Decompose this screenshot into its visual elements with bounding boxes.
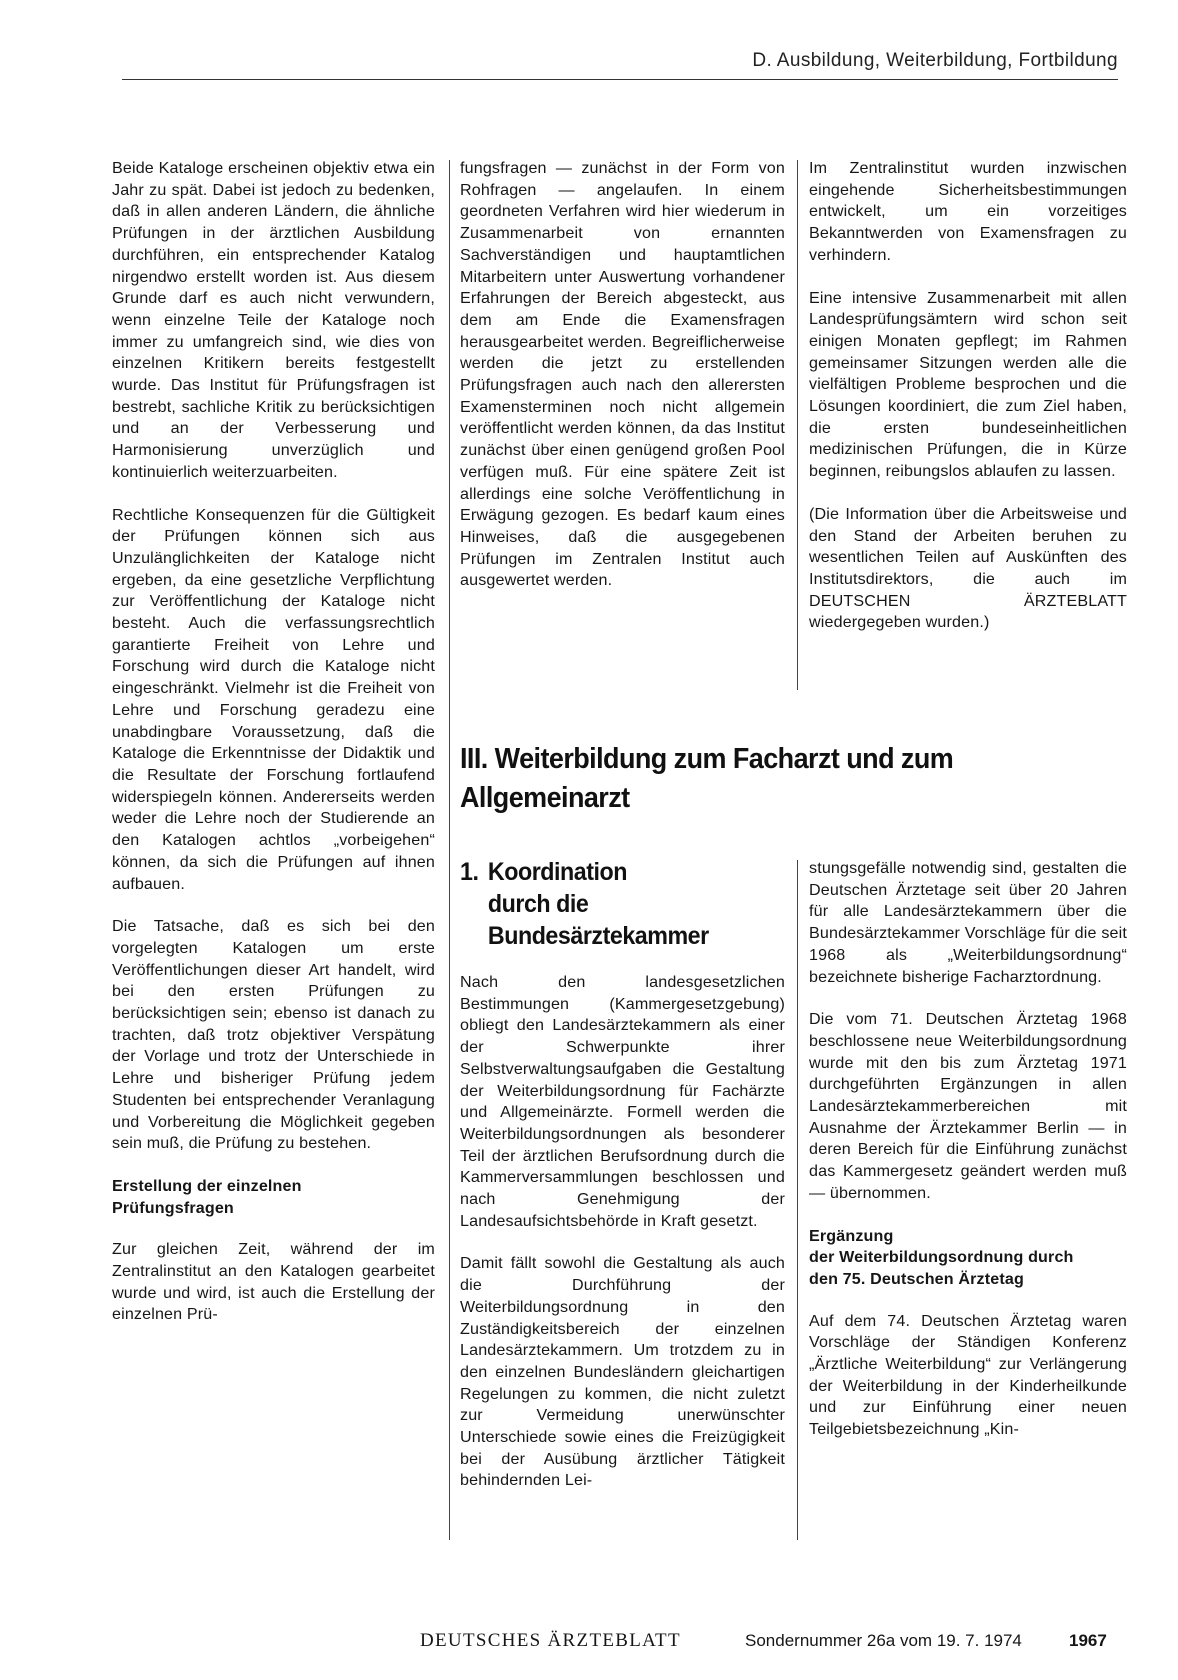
- column-4: [460, 972, 785, 1492]
- section-heading: III. Weiterbildung zum Facharzt und zum Allgemeinarzt: [460, 743, 954, 814]
- paragraph: Nach den landesgesetzlichen Bestimmungen (Kammergesetzgebung) obliegt den Landesärztekammern als einer der Schwerpunkte ihrer Selbstverwaltungsaufgaben die Gestaltung der Weiterbildungsordnung für Fachärzte und Allgemeinärzte. Formell werden die Weiterbildungsordnungen als besonderer Teil der ärztlichen Berufsordnung durch die Kammerversammlungen beschlossen und nach Genehmigung der Landesaufsichtsbehörde in Kraft gesetzt.: [460, 973, 785, 1230]
- paragraph: Die Tatsache, daß es sich bei den vorgelegten Katalogen um erste Veröffentlichungen dieser Art handelt, wird bei den ersten Prüfungen zu berücksichtigen sein; ebenso ist danach zu trachten, daß trotz objektiver Verspätung der Vorlage und trotz der Unterschiede in Lehre und bisheriger Prüfung jedem Studenten bei entsprechender Veranlagung und Vorbereitung die Möglichkeit gegeben sein muß, die Prüfung zu bestehen.: [112, 917, 435, 1153]
- issue-info: Sondernummer 26a vom 19. 7. 1974: [745, 1631, 1022, 1650]
- paragraph: Im Zentralinstitut wurden inzwischen eingehende Sicherheitsbestimmungen entwickelt, um ein vorzeitiges Bekanntwerden von Examensfragen zu verhindern.: [809, 159, 1127, 264]
- column-2: [460, 158, 785, 592]
- paragraph: Rechtliche Konsequenzen für die Gültigkeit der Prüfungen können sich aus Unzulänglichkeiten der Kataloge nicht ergeben, da eine gesetzliche Verpflichtung zur Veröffentlichung der Kataloge nicht besteht. Auch die verfassungsrechtlich garantierte Freiheit von Lehre und Forschung wird durch die Kataloge nicht eingeschränkt. Vielmehr ist die Freiheit von Lehre und Forschung geradezu eine unabdingbare Voraussetzung, daß die Kataloge die Erkenntnisse der Didaktik und die Resultate der Forschung fortlaufend widerspiegeln können. Andererseits werden weder die Lehre noch der Studierende an den Katalogen achtlos „vorbeigehen“ können, da sich die Prüfungen auf ihnen aufbauen.: [112, 505, 435, 893]
- paragraph: Die vom 71. Deutschen Ärztetag 1968 beschlossene neue Weiterbildungsordnung wurde mit den bis zum Ärztetag 1971 durchgeführten Ergänzungen in allen Landesärztekammerbereichen mit Ausnahme der Ärztekammer Berlin — in deren Bereich für die Einführung zunächst das Kammergesetz geändert werden muß — übernommen.: [809, 1010, 1127, 1202]
- page-number: 1967: [1069, 1631, 1107, 1650]
- paragraph: Zur gleichen Zeit, während der im Zentralinstitut an den Katalogen gearbeitet wurde und wird, ist auch die Erstellung der einzelnen Prü-: [112, 1240, 435, 1324]
- page-footer: [0, 1630, 1178, 1660]
- subsection-heading: 1. Koordination durch die Bundesärztekammer: [460, 858, 709, 950]
- column-rule: [797, 160, 798, 690]
- running-head: D. Ausbildung, Weiterbildung, Fortbildung: [752, 50, 1118, 71]
- paragraph: (Die Information über die Arbeitsweise und den Stand der Arbeiten beruhen zu wesentlichen Teilen auf Auskünften des Institutsdirektors, die auch im DEUTSCHEN ÄRZTEBLATT wiedergegeben wurden.): [809, 504, 1127, 632]
- header-rule: [122, 79, 1118, 80]
- paragraph: Auf dem 74. Deutschen Ärztetag waren Vorschläge der Ständigen Konferenz „Ärztliche Weiterbildung“ zur Verlängerung der Weiterbildung in der Kinderheilkunde und zur Einführung einer neuen Teilgebietsbezeichnung „Kin-: [809, 1311, 1127, 1439]
- paragraph: Eine intensive Zusammenarbeit mit allen Landesprüfungsämtern wird schon seit einigen Monaten gepflegt; im Rahmen gemeinsamer Sitzungen werden alle die vielfältigen Probleme besprochen und die Lösungen koordiniert, die zum Ziel haben, die ersten bundeseinheitlichen medizinischen Prüfungen, die in Kürze beginnen, reibungslos ablaufen zu lassen.: [809, 288, 1127, 481]
- column-3: [809, 158, 1127, 634]
- paragraph: stungsgefälle notwendig sind, gestalten die Deutschen Ärztetage seit über 20 Jahren für alle Landesärztekammern über die Bundesärztekammer Vorschläge für die seit 1968 als „Weiterbildungsordnung“ bezeichnete bisherige Facharztordnung.: [809, 859, 1127, 986]
- column-rule: [797, 860, 798, 1540]
- paragraph: fungsfragen — zunächst in der Form von Rohfragen — angelaufen. In einem geordneten Verfahren wird hier wiederum in Zusammenarbeit von ernannten Sachverständigen und hauptamtlichen Mitarbeitern unter Auswertung vorhandener Erfahrungen der Bereich abgesteckt, aus dem am Ende die Examensfragen herausgearbeitet werden. Begreiflicherweise werden die jetzt zu erstellenden Prüfungsfragen auch nach den allerersten Examensterminen noch nicht allgemein veröffentlicht werden können, da das Institut zunächst über einen genügend großen Pool verfügen muß. Für eine spätere Zeit ist allerdings eine solche Veröffentlichung in Erwägung gezogen. Es bedarf kaum eines Hinweises, daß die ausgegebenen Prüfungen im Zentralen Institut auch ausgewertet werden.: [460, 159, 785, 590]
- subheading-ergaenzung: Ergänzung der Weiterbildungsordnung durch den 75. Deutschen Ärztetag: [809, 1226, 1074, 1288]
- column-1: [112, 158, 435, 1326]
- journal-name: DEUTSCHES ÄRZTEBLATT: [420, 1630, 681, 1651]
- paragraph: Damit fällt sowohl die Gestaltung als auch die Durchführung der Weiterbildungsordnung in den Zuständigkeitsbereich der einzelnen Landesärztekammern. Um trotzdem zu in den einzelnen Bundesländern gleichartigen Regelungen zu kommen, die nicht zuletzt zur Vermeidung unerwünschter Unterschiede sowie eines die Freizügigkeit bei der Ausübung ärztlicher Tätigkeit behindernden Lei-: [460, 1254, 785, 1490]
- paragraph: Beide Kataloge erscheinen objektiv etwa ein Jahr zu spät. Dabei ist jedoch zu bedenken, daß in allen anderen Ländern, die ähnliche Prüfungen in der ärztlichen Ausbildung durchführen, ein entsprechender Katalog nirgendwo erstellt worden ist. Aus diesem Grunde darf es auch nicht verwundern, wenn einzelne Teile der Kataloge noch immer zu umfangreich sind, wie dies von einzelnen Kritikern bereits festgestellt wurde. Das Institut für Prüfungsfragen ist bestrebt, sachliche Kritik zu berücksichtigen und an der Verbesserung und Harmonisierung unverzüglich und kontinuierlich weiterzuarbeiten.: [112, 159, 435, 481]
- subheading-erstellung: Erstellung der einzelnen Prüfungsfragen: [112, 1176, 302, 1217]
- column-5: [809, 858, 1127, 1441]
- column-rule: [449, 160, 450, 1540]
